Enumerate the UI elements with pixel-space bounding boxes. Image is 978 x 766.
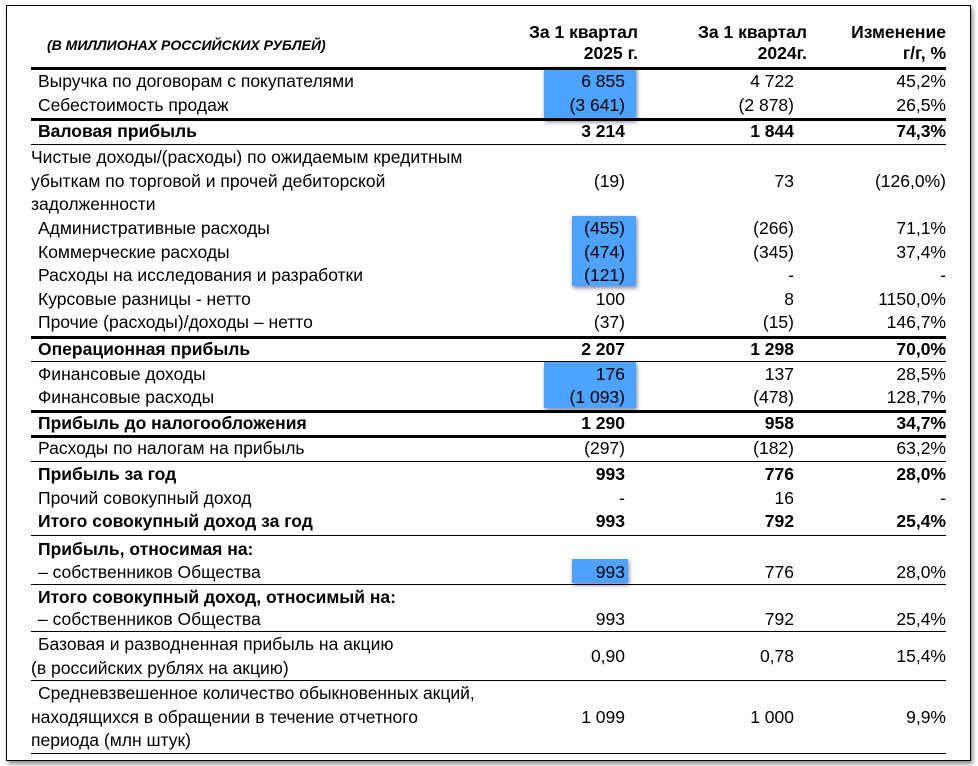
row-profit-owners [31, 561, 946, 585]
row-label: Расходы на исследования и разработки [38, 265, 363, 285]
value-2024: 137 [764, 364, 794, 384]
value-2025: 0,90 [590, 646, 625, 666]
row-label: – собственников Общества [38, 609, 261, 629]
row-label: Прибыль, относимая на: [38, 539, 254, 559]
value-2024: 776 [764, 464, 794, 484]
value-2025: 993 [595, 609, 625, 629]
row-rnd-expenses [31, 264, 946, 288]
row-label-line3: задолженности [31, 194, 156, 214]
row-label: Прочие (расходы)/доходы – нетто [38, 312, 313, 332]
row-label-line2: (в российских рублях на акцию) [31, 657, 289, 678]
row-total-comprehensive-income [31, 510, 946, 534]
value-2024: 1 298 [750, 339, 794, 359]
unit-note: (В МИЛЛИОНАХ РОССИЙСКИХ РУБЛЕЙ) [47, 37, 326, 53]
row-label: Административные расходы [38, 218, 270, 238]
value-change: (126,0%) [874, 171, 946, 191]
value-2025: (3 641) [569, 95, 625, 115]
value-change: 74,3% [896, 121, 946, 141]
value-2024: 1 844 [750, 121, 794, 141]
value-change: 1150,0% [878, 289, 946, 309]
value-change: 63,2% [896, 438, 946, 458]
value-2024: (2 878) [738, 95, 794, 115]
row-label: Итого совокупный доход за год [38, 511, 313, 531]
value-change: 146,7% [886, 312, 946, 332]
value-2024: (15) [762, 312, 794, 332]
row-revenue [31, 70, 946, 94]
row-other-comprehensive-income [31, 487, 946, 511]
row-cost-of-sales [31, 94, 946, 118]
value-2024: 16 [774, 488, 794, 508]
header-q1-2025 [468, 22, 638, 64]
value-change: - [940, 488, 946, 508]
row-label [31, 682, 561, 753]
value-change: 70,0% [896, 339, 946, 359]
value-2025: (1 093) [569, 387, 625, 407]
row-pretax-profit [31, 412, 946, 436]
row-finance-income [31, 363, 946, 387]
value-2024: 8 [784, 289, 794, 309]
value-change: 25,4% [896, 609, 946, 629]
header-q1-2025-line1: За 1 квартал [528, 22, 638, 42]
value-2025: (19) [593, 171, 625, 191]
value-2024: 73 [774, 171, 794, 191]
value-change: 26,5% [896, 95, 946, 115]
value-change: 34,7% [896, 413, 946, 433]
value-2025: 6 855 [581, 71, 625, 91]
value-2025: (37) [593, 312, 625, 332]
value-2024: 0,78 [759, 646, 794, 666]
value-2024: 4 722 [750, 71, 794, 91]
row-label-line1: Базовая и разводненная прибыль на акцию [38, 634, 394, 654]
value-change: 37,4% [896, 242, 946, 262]
value-2025: 2 207 [581, 339, 625, 359]
value-2024: (478) [753, 387, 794, 407]
row-fx-differences [31, 288, 946, 312]
row-gross-profit [31, 120, 946, 144]
value-2024: 776 [764, 562, 794, 582]
value-change: 28,5% [896, 364, 946, 384]
row-total-owners [31, 608, 946, 632]
row-other-net [31, 311, 946, 335]
row-label: Курсовые разницы - нетто [38, 289, 251, 309]
row-year-profit [31, 463, 946, 487]
row-label: Прибыль до налогообложения [38, 413, 307, 433]
value-2025: - [619, 488, 625, 508]
row-label: Коммерческие расходы [38, 242, 230, 262]
row-total-attributable-heading [31, 586, 946, 610]
row-weighted-shares [31, 682, 946, 753]
row-label: Финансовые расходы [38, 387, 215, 407]
value-change: 25,4% [896, 511, 946, 531]
value-2024: 1 000 [750, 707, 794, 727]
row-label [31, 633, 561, 680]
row-label: Операционная прибыль [38, 339, 251, 359]
value-2025: 993 [595, 464, 625, 484]
value-change: 71,1% [896, 218, 946, 238]
row-label-line1: Средневзвешенное количество обыкновенных акций, [38, 683, 475, 703]
row-label-line2: находящихся в обращении в течение отчетного [31, 706, 418, 727]
value-2025: 993 [595, 511, 625, 531]
value-2024: 792 [764, 511, 794, 531]
rule-below-gross [31, 144, 946, 145]
value-2025: 176 [595, 364, 625, 384]
rule-bottom [31, 753, 946, 754]
rule-above-year-profit [31, 461, 946, 462]
row-label: Финансовые доходы [38, 364, 206, 384]
value-2024: 958 [764, 413, 794, 433]
value-change: 15,4% [896, 646, 946, 666]
row-label: – собственников Общества [38, 562, 261, 582]
value-change: 128,7% [886, 387, 946, 407]
rule-above-attributable [31, 535, 946, 536]
value-2025: (121) [584, 265, 625, 285]
value-2024: 792 [764, 609, 794, 629]
value-change: - [940, 265, 946, 285]
row-commercial-expenses [31, 241, 946, 265]
row-income-tax [31, 437, 946, 461]
value-2025: 3 214 [581, 121, 625, 141]
header-q1-2024-line2: 2024г. [757, 43, 807, 63]
row-label-line3: периода (млн штук) [31, 730, 191, 750]
value-change: 45,2% [896, 71, 946, 91]
value-2025: 1 099 [581, 707, 625, 727]
value-2025: (297) [584, 438, 625, 458]
value-2025: 993 [595, 562, 625, 582]
row-label: Себестоимость продаж [38, 95, 229, 115]
row-finance-expenses [31, 386, 946, 410]
row-profit-attributable-heading [31, 538, 946, 562]
value-2024: - [788, 265, 794, 285]
row-label: Расходы по налогам на прибыль [38, 438, 305, 458]
value-2025: (455) [584, 218, 625, 238]
row-label [31, 146, 561, 217]
row-label-line2: убыткам по торговой и прочей дебиторской [31, 170, 386, 191]
header-q1-2024-line1: За 1 квартал [697, 22, 807, 42]
row-eps [31, 633, 946, 680]
row-label: Прибыль за год [38, 464, 177, 484]
value-2025: 100 [595, 289, 625, 309]
value-2025: (474) [584, 242, 625, 262]
value-2025: 1 290 [581, 413, 625, 433]
rule-above-shares [31, 680, 946, 681]
value-2024: (345) [753, 242, 794, 262]
row-label: Прочий совокупный доход [38, 488, 252, 508]
row-operating-profit [31, 338, 946, 362]
row-label: Выручка по договорам с покупателями [38, 71, 354, 91]
value-change: 9,9% [906, 707, 946, 727]
row-label-line1: Чистые доходы/(расходы) по ожидаемым кредитным [31, 147, 463, 167]
header-yoy-change-line1: Изменение [851, 22, 946, 42]
row-credit-losses [31, 146, 946, 217]
value-2024: (182) [753, 438, 794, 458]
value-2024: (266) [753, 218, 794, 238]
header-q1-2025-line2: 2025 г. [583, 43, 638, 63]
row-label: Валовая прибыль [38, 121, 197, 141]
value-change: 28,0% [896, 562, 946, 582]
row-admin-expenses [31, 217, 946, 241]
value-change: 28,0% [896, 464, 946, 484]
row-label: Итого совокупный доход, относимый на: [38, 587, 396, 607]
header-yoy-change-line2: г/г, % [902, 43, 946, 63]
header-yoy-change [776, 22, 946, 64]
